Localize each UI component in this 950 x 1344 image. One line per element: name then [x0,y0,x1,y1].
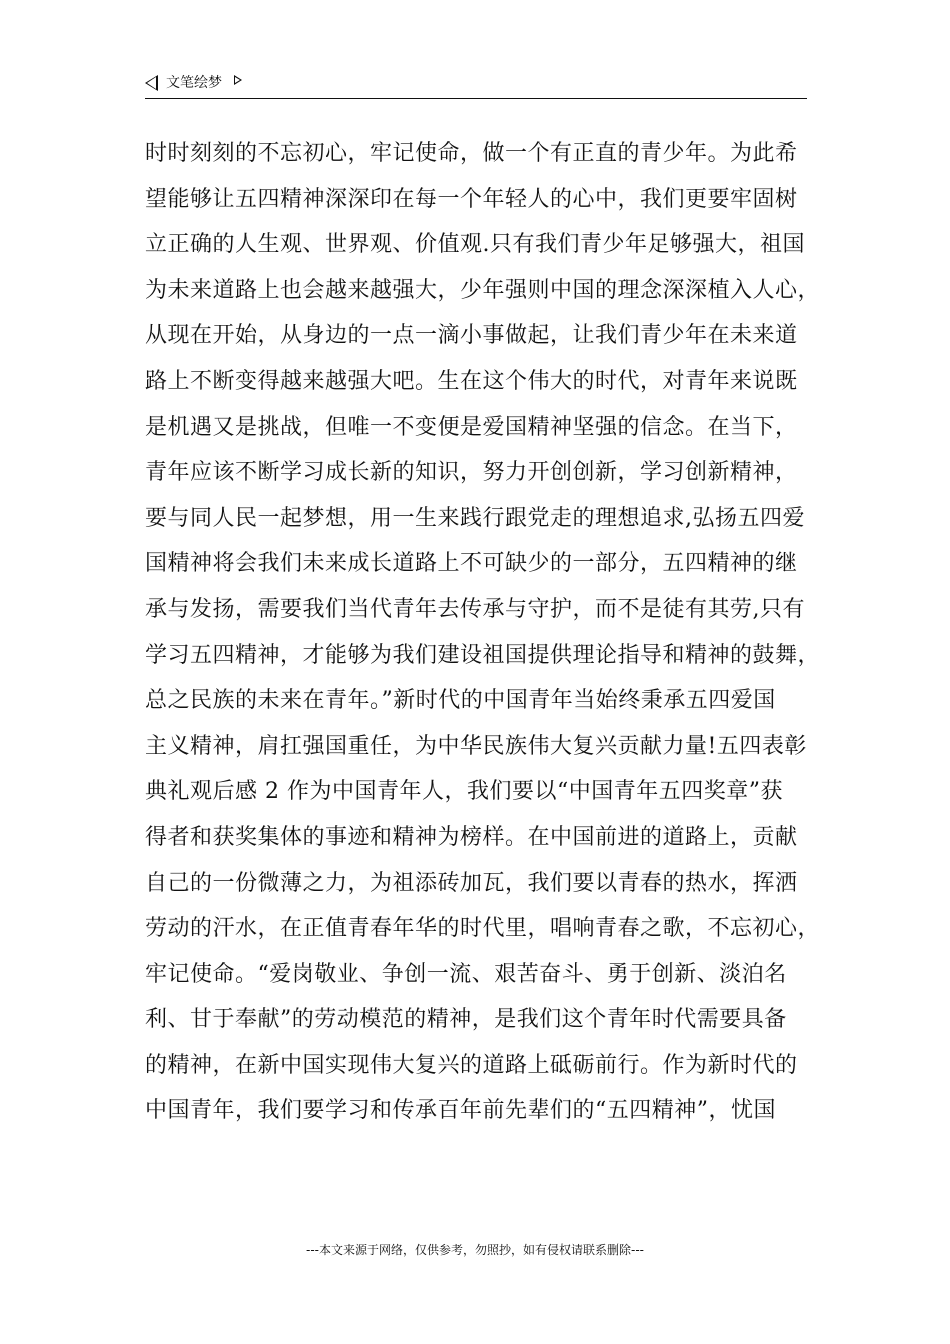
header-title: 文笔绘梦 [166,75,222,91]
body-text [145,131,821,1134]
text-line: 的精神，在新中国实现伟大复兴的道路上砥砺前行。作为新时代的 [145,1052,798,1078]
text-line: 立正确的人生观、世界观、价值观.只有我们青少年足够强大，祖国 [145,232,805,258]
page-footer: ---本文来源于网络，仅供参考，勿照抄，如有侵权请联系删除--- [306,1243,644,1257]
triangle-left-icon [145,75,158,91]
text-line: 主义精神，肩扛强国重任，为中华民族伟大复兴贡献力量!五四表彰 [145,733,807,759]
text-line: 时时刻刻的不忘初心，牢记使命，做一个有正直的青少年。为此希 [145,141,798,166]
text-line: 得者和获奖集体的事迹和精神为榜样。在中国前进的道路上，贡献 [145,824,798,850]
text-line: 从现在开始，从身边的一点一滴小事做起，让我们青少年在未来道 [145,323,798,349]
text-line: 青年应该不断学习成长新的知识，努力开创创新，学习创新精神， [145,460,798,486]
text-line: 中国青年，我们要学习和传承百年前先辈们的“五四精神”，忧国 [145,1098,776,1124]
text-line: 为未来道路上也会越来越强大，少年强则中国的理念深深植入人心， [145,277,821,303]
text-line: 要与同人民一起梦想，用一生来践行跟党走的理想追求,弘扬五四爱 [145,505,805,531]
text-line: 自己的一份微薄之力，为祖添砖加瓦，我们要以青春的热水，挥洒 [145,870,798,896]
text-line: 国精神将会我们未来成长道路上不可缺少的一部分，五四精神的继 [145,551,798,577]
text-line: 承与发扬，需要我们当代青年去传承与守护，而不是徒有其劳,只有 [145,596,805,622]
page-header [145,72,807,99]
text-line: 典礼观后感 2 作为中国青年人，我们要以“中国青年五四奖章”获 [145,779,783,805]
text-line: 学习五四精神，才能够为我们建设祖国提供理论指导和精神的鼓舞， [145,642,821,668]
text-line: 是机遇又是挑战，但唯一不变便是爱国精神坚强的信念。在当下， [145,414,798,440]
triangle-right-icon [234,75,242,85]
text-line: 路上不断变得越来越强大吧。生在这个伟大的时代，对青年来说既 [145,368,798,394]
text-line: 总之民族的未来在青年。”新时代的中国青年当始终秉承五四爱国 [145,688,776,714]
text-line: 牢记使命。“爱岗敬业、争创一流、艰苦奋斗、勇于创新、淡泊名 [145,961,787,987]
text-line: 望能够让五四精神深深印在每一个年轻人的心中，我们更要牢固树 [145,186,798,212]
text-line: 劳动的汗水，在正值青春年华的时代里，唱响青春之歌，不忘初心， [145,916,821,942]
text-line: 利、甘于奉献”的劳动模范的精神，是我们这个青年时代需要具备 [145,1007,787,1033]
